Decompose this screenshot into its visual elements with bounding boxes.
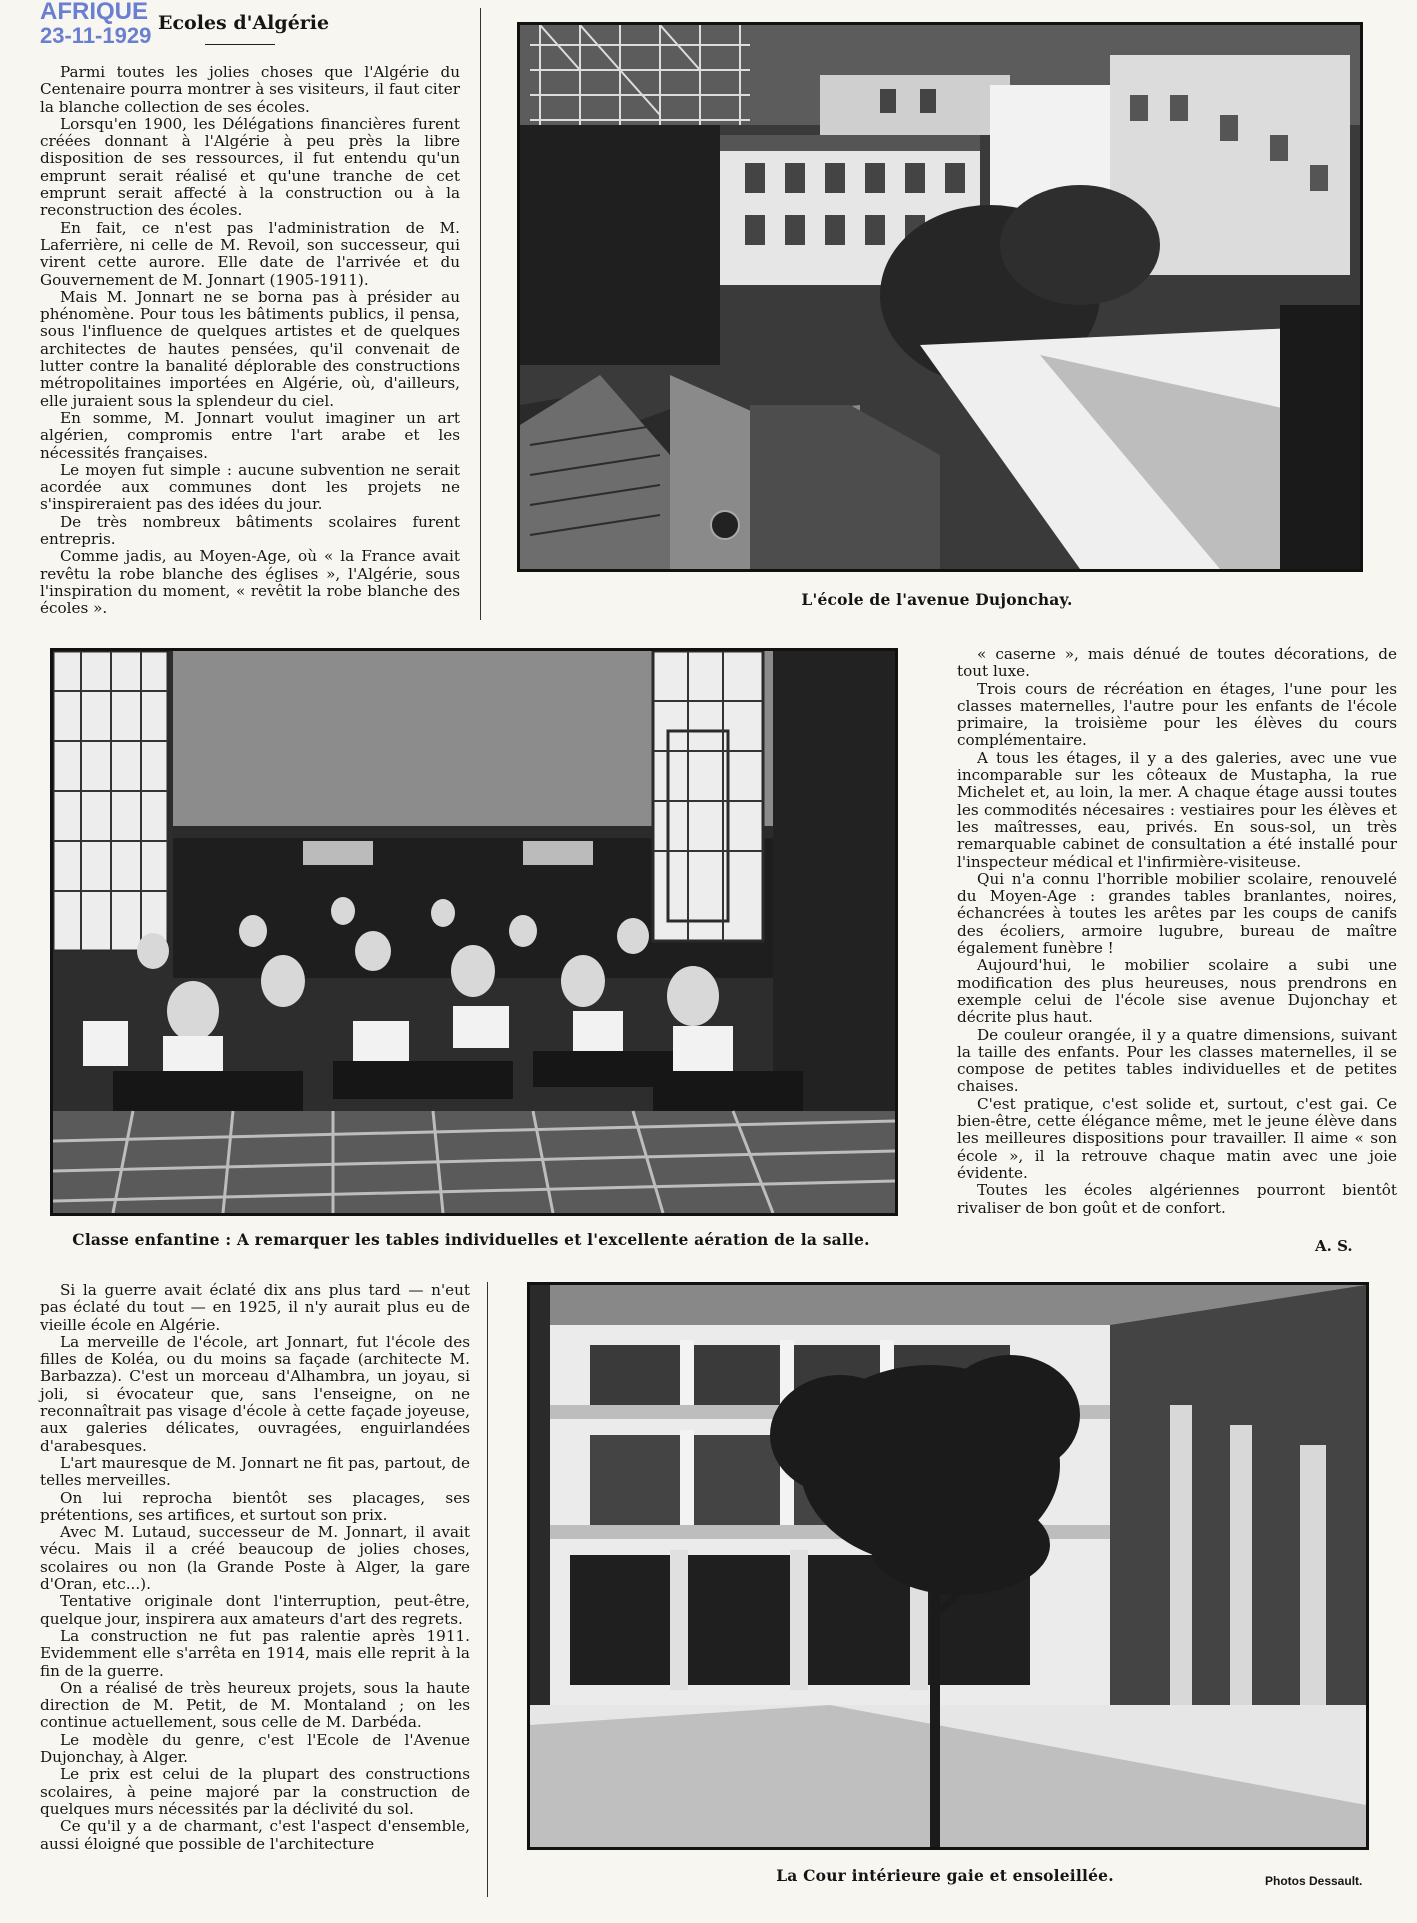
- paragraph: En somme, M. Jonnart voulut imaginer un art algérien, compromis entre l'art arabe et les nécessités françaises.: [40, 408, 460, 462]
- photo-credit: Photos Dessault.: [1265, 1874, 1363, 1888]
- paragraph: Le modèle du genre, c'est l'Ecole de l'Avenue Dujonchay, à Alger.: [40, 1730, 470, 1767]
- paragraph: Toutes les écoles algériennes pourront bientôt rivaliser de bon goût et de confort.: [957, 1181, 1397, 1217]
- paragraph: Lorsqu'en 1900, les Délégations financières furent créées donnant à l'Algérie à peu près la libre disposition de ses ressources, il fut entendu qu'un emprunt serait réalisé et qu'une tranche de cet emprunt serait affecté à la construction ou à la reconstruction des écoles.: [40, 114, 460, 220]
- title-divider: [205, 44, 275, 45]
- paragraph: Comme jadis, au Moyen-Age, où « la France avait revêtu la robe blanche des églises », l'Algérie, sous l'inspiration du moment, « revêtit la robe blanche des écoles ».: [40, 547, 460, 618]
- date-stamp: [40, 0, 151, 48]
- caption-photo-2: Classe enfantine : A remarquer les tables individuelles et l'excellente aération de la salle.: [72, 1230, 870, 1249]
- caption-photo-1: L'école de l'avenue Dujonchay.: [801, 590, 1073, 609]
- photo-ecole-avenue-dujonchay: [517, 22, 1363, 572]
- stamp-date: 23-11-1929: [40, 23, 152, 48]
- article-column-1: [40, 64, 460, 618]
- paragraph: On lui reprocha bientôt ses placages, ses prétentions, ses artifices, et surtout son prix.: [40, 1488, 470, 1524]
- article-signature: A. S.: [1315, 1237, 1353, 1255]
- paragraph: A tous les étages, il y a des galeries, avec une vue incomparable sur les côteaux de Mustapha, la rue Michelet et, au loin, la mer. A chaque étage aussi toutes les commodités nécesaires : vestiaires pour les élèves et les maîtresses, eau, privés. En sous-sol, un très remarquable cabinet de consultation a été installé pour l'inspecteur médical et l'infirmière-visiteuse.: [957, 748, 1397, 871]
- paragraph: En fait, ce n'est pas l'administration de M. Laferrière, ni celle de M. Revoil, son successeur, qui virent cette aurore. Elle date de l'arrivée et du Gouvernement de M. Jonnart (1905-1911).: [40, 218, 460, 289]
- article-title: Ecoles d'Algérie: [158, 12, 330, 34]
- photo-classe-enfantine: [50, 648, 898, 1216]
- paragraph: Tentative originale dont l'interruption, peut-être, quelque jour, inspirera aux amateurs d'art des regrets.: [40, 1592, 470, 1628]
- paragraph: Le prix est celui de la plupart des constructions scolaires, à peine majoré par la construction de quelques murs nécessités par la déclivité du sol.: [40, 1765, 470, 1818]
- paragraph: « caserne », mais dénué de toutes décorations, de tout luxe.: [957, 645, 1397, 681]
- paragraph: De couleur orangée, il y a quatre dimensions, suivant la taille des enfants. Pour les classes maternelles, il se compose de petites tables individuelles et de petites chaises.: [957, 1025, 1397, 1096]
- paragraph: Avec M. Lutaud, successeur de M. Jonnart, il avait vécu. Mais il a créé beaucoup de jolies choses, scolaires ou non (la Grande Poste à Alger, la gare d'Oran, etc...).: [40, 1523, 470, 1594]
- article-column-bottom-left: [40, 1282, 470, 1853]
- paragraph: Si la guerre avait éclaté dix ans plus tard — n'eut pas éclaté du tout — en 1925, il n'y aurait plus eu de vieille école en Algérie.: [40, 1281, 470, 1334]
- paragraph: De très nombreux bâtiments scolaires furent entrepris.: [40, 512, 460, 549]
- paragraph: Trois cours de récréation en étages, l'une pour les classes maternelles, l'autre pour les enfants de l'école primaire, la troisième pour les élèves du cours complémentaire.: [957, 679, 1397, 750]
- paragraph: Parmi toutes les jolies choses que l'Algérie du Centenaire pourra montrer à ses visiteurs, il faut citer la blanche collection de ses écoles.: [40, 63, 460, 116]
- paragraph: L'art mauresque de M. Jonnart ne fit pas, partout, de telles merveilles.: [40, 1453, 470, 1490]
- column-divider-bottom: [487, 1282, 488, 1897]
- photo-cour-interieure: [527, 1282, 1369, 1850]
- paragraph: Qui n'a connu l'horrible mobilier scolaire, renouvelé du Moyen-Age : grandes tables branlantes, noires, échancrées à toutes les arêtes par les coups de canifs des écoliers, armoire lugubre, bureau de maître également funèbre !: [957, 869, 1397, 958]
- paragraph: C'est pratique, c'est solide et, surtout, c'est gai. Ce bien-être, cette élégance même, met le jeune élève dans les meilleures dispositions pour travailler. Il aime « son école », il la retrouve chaque matin avec une joie évidente.: [957, 1094, 1397, 1182]
- paragraph: Mais M. Jonnart ne se borna pas à présider au phénomène. Pour tous les bâtiments publics, il pensa, sous l'influence de quelques artistes et de quelques architectes de hautes pensées, qu'il convenait de lutter contre la banalité déplorable des constructions métropolitaines importées en Algérie, où, d'ailleurs, elle juraient sous la splendeur du ciel.: [40, 287, 460, 410]
- stamp-source: AFRIQUE: [40, 0, 148, 25]
- column-divider-top: [480, 8, 481, 620]
- paragraph: On a réalisé de très heureux projets, sous la haute direction de M. Petit, de M. Montaland ; on les continue actuellement, sous celle de M. Darbéda.: [40, 1678, 470, 1732]
- paragraph: Aujourd'hui, le mobilier scolaire a subi une modification des plus heureuses, nous prendrons en exemple celui de l'école sise avenue Dujonchay et décrite plus haut.: [957, 956, 1397, 1027]
- paragraph: La merveille de l'école, art Jonnart, fut l'école des filles de Koléa, ou du moins sa façade (architecte M. Barbazza). C'est un morceau d'Alhambra, un joyau, si joli, si évocateur que, sans l'enseigne, on ne reconnaîtrait pas visage d'école à cette façade joyeuse, aux galeries délicates, ouvragées, enguirlandées d'arabesques.: [40, 1332, 470, 1455]
- caption-photo-3: La Cour intérieure gaie et ensoleillée.: [776, 1866, 1114, 1885]
- paragraph: La construction ne fut pas ralentie après 1911. Evidemment elle s'arrêta en 1914, mais elle reprit à la fin de la guerre.: [40, 1626, 470, 1680]
- paragraph: Le moyen fut simple : aucune subvention ne serait acordée aux communes dont les projets ne s'inspireraient pas des idées du jour.: [40, 460, 460, 514]
- paragraph: Ce qu'il y a de charmant, c'est l'aspect d'ensemble, aussi éloigné que possible de l'architecture: [40, 1817, 470, 1853]
- article-column-right: [957, 646, 1397, 1217]
